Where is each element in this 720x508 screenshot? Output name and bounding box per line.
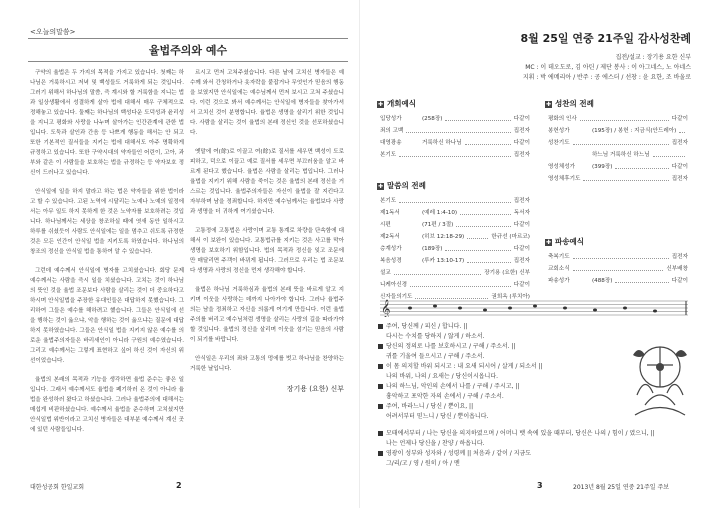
order-item-name: 교회소식	[548, 266, 570, 272]
leader-dots	[410, 286, 511, 287]
music-staff	[380, 299, 688, 317]
order-item	[380, 280, 530, 292]
order-item-role: 집전자	[513, 152, 530, 158]
lyric-verse: 나의 하느님, 악인의 손에서 나를 / 구해 / 주시고, ||	[378, 382, 628, 392]
order-item-name: 봉헌성가	[548, 128, 570, 134]
order-item-name: 성찬기도	[548, 140, 570, 146]
order-item-name: 파송성가	[548, 278, 570, 284]
order-item	[548, 264, 688, 276]
order-item-role: 다같이	[513, 116, 530, 122]
bullet-icon	[378, 344, 383, 349]
celebrant-line: 집전/설교 : 장기용 요한 신부	[615, 54, 691, 61]
sermon-column-1	[30, 68, 184, 444]
order-item-role: 집전자	[513, 128, 530, 134]
leader-dots	[399, 202, 511, 203]
lyric-response: 어려서부터 믿느니 / 당신 / 뿐이옵니다.	[386, 413, 489, 420]
gloria-response: 그/리/고 / 영 / 원히 / 아 / 멘	[386, 460, 460, 467]
svg-text:𝄞: 𝄞	[381, 299, 391, 317]
order-item-role: 집전자	[671, 254, 688, 260]
leader-dots	[445, 250, 511, 251]
leader-dots	[467, 238, 488, 239]
section-gathering: ✚ 개회예식	[377, 99, 416, 108]
order-item	[548, 114, 688, 126]
order-item-role: 다같이	[513, 140, 530, 146]
order-item-name: 시편	[380, 222, 391, 228]
order-item-detail: (195장) / 봉헌 : 지금식(안드레아)	[592, 128, 677, 134]
section-dismissal: ✚ 파송예식	[545, 237, 584, 246]
order-item-name: 설교	[380, 270, 391, 276]
bullet-icon	[378, 404, 383, 409]
page-number-left: 2	[176, 481, 182, 490]
order-item	[380, 220, 530, 232]
order-item-role: 권희옥 (루치아)	[491, 294, 530, 300]
leader-dots	[394, 274, 481, 275]
paragraph: 율법은 하나님 거룩하심과 율법의 본래 뜻을 바르게 알고 지키며 이웃을 사랑하는 데까지 나아가야 합니다. 그러나 율법주의는 남을 정죄하고 자신을 의롭게 여기게 만듭니다. 이런 율법주의를 버리고 예수님처럼 생명을 살리는 사랑의 길을 따라가야 할 것입니다. 율법의 정신을 살리며 이웃을 섬기는 믿음의 사람이 되기를 바랍니다.	[190, 287, 344, 343]
order-item-name: 대영광송	[380, 140, 402, 146]
paragraph: 옛말에 여(餘)로 이끌고 여(餘)로 질서를 세우면 백성이 도로 피하고, 덕으로 이끌고 예로 질서를 세우면 부끄러움을 알고 바르게 된다고 했습니다. 율법은 사람을 살리는 법입니다. 그러나 율법을 지키기 위해 사람을 죽이는 것은 율법의 본래 정신을 거스르는 것입니다. 율법주의자들은 자신이 율법을 잘 지킨다고 자부하며 남을 정죄합니다. 하지만 예수님께서는 율법보다 사랑과 생명을 더 귀하게 여기셨습니다.	[190, 149, 344, 215]
lyric-response: 귀를 기울여 들으시고 / 구해 / 주소서.	[386, 353, 485, 360]
order-item-role: 다같이	[513, 222, 530, 228]
cross-icon: ✚	[545, 238, 552, 246]
leader-dots	[460, 214, 511, 215]
bullet-icon	[378, 324, 383, 329]
leader-dots	[467, 262, 511, 263]
order-item	[380, 114, 530, 126]
order-item-role: 다같이	[513, 282, 530, 288]
order-item-role: 집전자	[513, 258, 530, 264]
order-item-detail: (189장)	[422, 246, 443, 252]
leader-dots	[580, 120, 669, 121]
order-item-name: 평화의 인사	[548, 116, 577, 122]
music-line: 지휘 : 박 에메리아 / 반주 : 공 에스더 / 선창 : 윤 요한, 조 바울로	[522, 74, 691, 81]
page-number-right: 3	[537, 481, 543, 490]
order-item-detail: (488장)	[592, 278, 613, 284]
order-item-name: 본기도	[380, 198, 397, 204]
order-item-detail: (히브 12:18-29)	[422, 234, 465, 240]
order-item-detail: (루카 13:10-17)	[422, 258, 465, 264]
order-item-name: 제2독서	[380, 234, 400, 240]
order-item-name: 영성체후기도	[548, 176, 581, 182]
liturgy-title: 8월 25일 연중 21주일 감사성찬례	[520, 32, 691, 45]
order-item	[380, 244, 530, 256]
order-item	[548, 162, 688, 174]
leader-dots	[445, 120, 511, 121]
lyric-verse: 모태에서부터 / 나는 당신을 의지하였으며 / 어머니 뱃 속에 있을 때부터, 당신은 나의 / 힘이 / 였으니, ||	[378, 429, 688, 439]
order-item	[548, 174, 688, 186]
order-item-role: 장기용 (요한) 신부	[484, 270, 530, 276]
order-item-name: 니케아신경	[380, 282, 408, 288]
order-item	[548, 276, 688, 288]
gathering-list	[380, 114, 530, 162]
bullet-icon	[378, 384, 383, 389]
order-item	[380, 126, 530, 138]
section-eucharist: ✚ 성찬의 전례	[545, 99, 594, 108]
leader-dots	[679, 132, 685, 133]
order-item-role: 다같이	[671, 278, 688, 284]
gloria-line: 영광이 성부와 성자와 / 성령께 || 처음과 / 같이 / 지금도	[378, 449, 688, 459]
order-item-detail: (399장)	[592, 164, 613, 170]
leader-dots	[406, 132, 511, 133]
order-item-detail: 거룩하신 하나님	[422, 140, 462, 146]
order-item-detail: 하느님 거룩하신 하느님	[592, 152, 650, 158]
ministers-line: MC : 이 데오도로, 김 아틴 / 제단 봉사 : 이 아그네스, 노 아네스	[525, 64, 691, 71]
cross-icon: ✚	[545, 100, 552, 108]
bullet-icon	[378, 364, 383, 369]
leader-dots	[399, 156, 511, 157]
cross-icon: ✚	[377, 100, 384, 108]
section-word: ✚ 말씀의 전례	[377, 181, 426, 190]
psalm-lyrics-wide	[378, 429, 688, 469]
order-item-detail: (258장)	[422, 116, 443, 122]
sermon-title: 율법주의와 예수	[148, 44, 228, 57]
lyric-verse: 이 몸 의지할 바위 되시고 : 내 요새 되시어 / 살게 / 되소서 ||	[378, 362, 628, 372]
order-item	[548, 150, 688, 162]
order-item-name: 입당성가	[380, 116, 402, 122]
lyric-verse: 당신의 정의로 나를 보호하시고 / 구해 / 주소서. ||	[378, 342, 628, 352]
cross-icon: ✚	[377, 182, 384, 190]
lyric-verse: 주여, 바라느니 / 당신 / 뿐이요, ||	[378, 402, 628, 412]
order-item-role: 독서자	[513, 210, 530, 216]
bullet-icon	[378, 451, 383, 456]
lyric-response: 나의 바위, 나의 / 요새는 / 당신이시옵니다.	[386, 373, 499, 380]
eucharist-emblem-icon	[625, 335, 695, 425]
order-item-name: 죄의 고백	[380, 128, 404, 134]
order-item-role: 집전자	[671, 140, 688, 146]
sermon-title-box	[28, 38, 348, 62]
leader-dots	[456, 226, 511, 227]
order-item-name: 축복기도	[548, 254, 570, 260]
lyric-verse: 주여, 당신께 / 피신 / 합니다. ||	[378, 322, 628, 332]
order-item	[380, 232, 530, 244]
leader-dots	[573, 144, 669, 145]
word-list	[380, 196, 530, 304]
order-item-name: 본기도	[380, 152, 397, 158]
leader-dots	[573, 270, 663, 271]
paragraph: 율법의 본래의 목적과 기능을 생각하면 율법 준수는 좋은 일입니다. 그래서 예수께서도 율법을 폐기하러 온 것이 아니라 율법을 완성하러 왔다고 하셨습니다. 그러나 율법주의에 대해서는 매섭게 비판하셨습니다. 예수께서 율법을 준수하며 고치셨지만 안식일법 위반이라고 고치신 병자들은 대부분 예수께서 계신 곳에 있던 사람들입니다.	[30, 377, 184, 433]
sermon-column-2	[190, 68, 344, 383]
section-tag: <오늘의말씀>	[30, 28, 76, 36]
order-item	[548, 252, 688, 264]
order-item-name: 신자들의기도	[380, 294, 413, 300]
order-item	[548, 138, 688, 150]
leader-dots	[615, 282, 669, 283]
order-item-role: 다같이	[513, 246, 530, 252]
order-item-role: 집전자	[513, 198, 530, 204]
order-item-detail: (71편 / 3절)	[422, 222, 454, 228]
leader-dots	[465, 144, 511, 145]
lyric-response: 나는 언제나 당신을 / 찬양 / 하옵니다.	[386, 440, 485, 447]
paragraph: 그런데 예수께서 안식일에 병자를 고치셨습니다. 회당 문제 예수께서는 사람을 즉시 일을 치셨습니다. 고치는 것이 하나님의 뜻인 것을 율법 조문보다 사람을 살리는 것이 더 중요하다고 하시며 안식일법을 주장한 유대인들은 대답하지 못했습니다. 그리하여 그들은 예수를 해하려고 했습니다. 그들은 안식일에 선을 행하는 것이 옳으냐, 악을 행하는 것이 옳으냐는 질문에 대답하지 못하였습니다. 그들은 안식일 법을 지키지 않은 예수를 의로운 율법주의자들은 바리새인이 아니라 구원의 예수였습니다. 그리고 예수께서는 그렇게 표현하고 싶어 하신 것이 자신의 위선이었습니다.	[30, 268, 184, 364]
order-item	[380, 268, 530, 280]
order-item-name: 복음성경	[380, 258, 402, 264]
order-item-name: 제1독서	[380, 210, 400, 216]
order-item	[380, 150, 530, 162]
order-item	[548, 126, 688, 138]
paragraph: 고통정에 고통법은 사랑이며 교통 통계로 차량을 단속함에 대해서 이 보완이 있습니다. 교통법규를 지키는 것은 사고를 막아 생명을 보호하기 위함입니다. 법의 목적과 정신을 잊고 조문에만 매달리면 주객이 바뀌게 됩니다. 그러므로 우리는 법 조문보다 생명과 사랑의 정신을 먼저 생각해야 합니다.	[190, 228, 344, 274]
paragraph: 안식일에 일을 하지 말라고 하는 법은 약자들을 위한 법이라고 할 수 있습니다. 고된 노역에 시달리는 노예나 노예의 일정에서는 아무 일도 하지 못하게 한 것은 노약자를 보호하려는 것입니다. 하나님께서는 세상을 창조하실 때에 엿새 동안 일하시고 하루를 쉬셨듯이 사람도 안식일에는 일을 멈추고 쉬도록 규정한 것은 모든 인간이 안식일 법을 지키도록 하였습니다. 하나님의 창조의 정신을 안식일 법을 통하여 알 수 있습니다.	[30, 189, 184, 255]
dismissal-list	[548, 252, 688, 288]
order-item-name: 층계성가	[380, 246, 402, 252]
order-item	[380, 256, 530, 268]
order-item-role: 다같이	[671, 116, 688, 122]
footer-date: 2013년 8월 25일 연중 21주일 주보	[573, 484, 670, 491]
order-item-role: 신부배창	[666, 266, 688, 272]
paragraph: 구약의 율법은 두 가지의 목적을 가지고 있습니다. 첫째는 하나님은 거룩하시고 저녁 및 백성들도 거룩하게 되는 것입니다. 그러기 위해서 하나님의 말씀, 즉 계시와 할 거룩함을 지니는 법과 일상생활에서 성결하게 살아 법에 대해서 매우 구체적으로 정해놓고 있습니다. 둘째는 하나님의 백성다운 도덕성과 윤리성을 지니고 평화와 사랑을 나누며 살아가는 인간관계에 관한 법입니다. 도둑과 살인과 간음 등 나쁘게 행동을 해서는 안 되고 또한 기본적인 질서들을 지키는 법에 대해서도 아주 명확하게 규정하고 있습니다. 또한 구약시대의 약자들인 어린이, 고아, 과부와 같은 이 사람들을 보호하는 법을 규정하는 등 약자보호 정신이 드러나고 있습니다.	[30, 70, 184, 176]
leader-dots	[615, 168, 669, 169]
order-item	[380, 208, 530, 220]
leader-dots	[653, 156, 685, 157]
order-item-role: 한규선 (마르코)	[491, 234, 530, 240]
leader-dots	[573, 258, 669, 259]
order-item	[380, 196, 530, 208]
lyric-response: 흉악하고 포악한 자의 손에서 / 구해 / 주소서.	[386, 393, 504, 400]
paragraph: 안식일은 우리의 죄와 고통의 멍에를 벗고 하나님을 찬양하는 거룩한 날입니다.	[190, 356, 344, 372]
lyric-response: 다시는 수치를 당하지 / 않게 / 하소서.	[386, 333, 485, 340]
order-item-role: 집전자	[671, 176, 688, 182]
order-item-detail: (예레 1:4-10)	[422, 210, 458, 216]
footer-church: 대한성공회 한일교회	[30, 484, 85, 491]
sermon-signature: 장기용 (요한) 신부	[286, 385, 344, 393]
paragraph: 르시고 먼저 고쳐주셨습니다. 다른 날에 고치신 병자들은 예수께 와서 간청하거나 옷자락을 붙잡거나 무엇인가 믿음의 행동을 보였지만 안식일에는 예수님께서 먼저 보시고 고쳐 주셨습니다. 이런 것으로 봐서 예수께서는 안식일에 병자들을 찾아가셔서 고치신 것이 분명합니다. 율법은 생명을 살리기 위한 것입니다. 사람을 살리는 것이 율법의 본래 정신인 것을 선포하셨습니다.	[190, 70, 344, 136]
eucharist-list	[548, 114, 688, 186]
order-item	[380, 138, 530, 150]
order-item-role: 다같이	[671, 164, 688, 170]
order-item-name: 영성체성가	[548, 164, 576, 170]
leader-dots	[583, 180, 669, 181]
psalm-lyrics	[378, 322, 628, 422]
page-fold	[359, 0, 360, 508]
bullet-icon	[378, 431, 383, 436]
